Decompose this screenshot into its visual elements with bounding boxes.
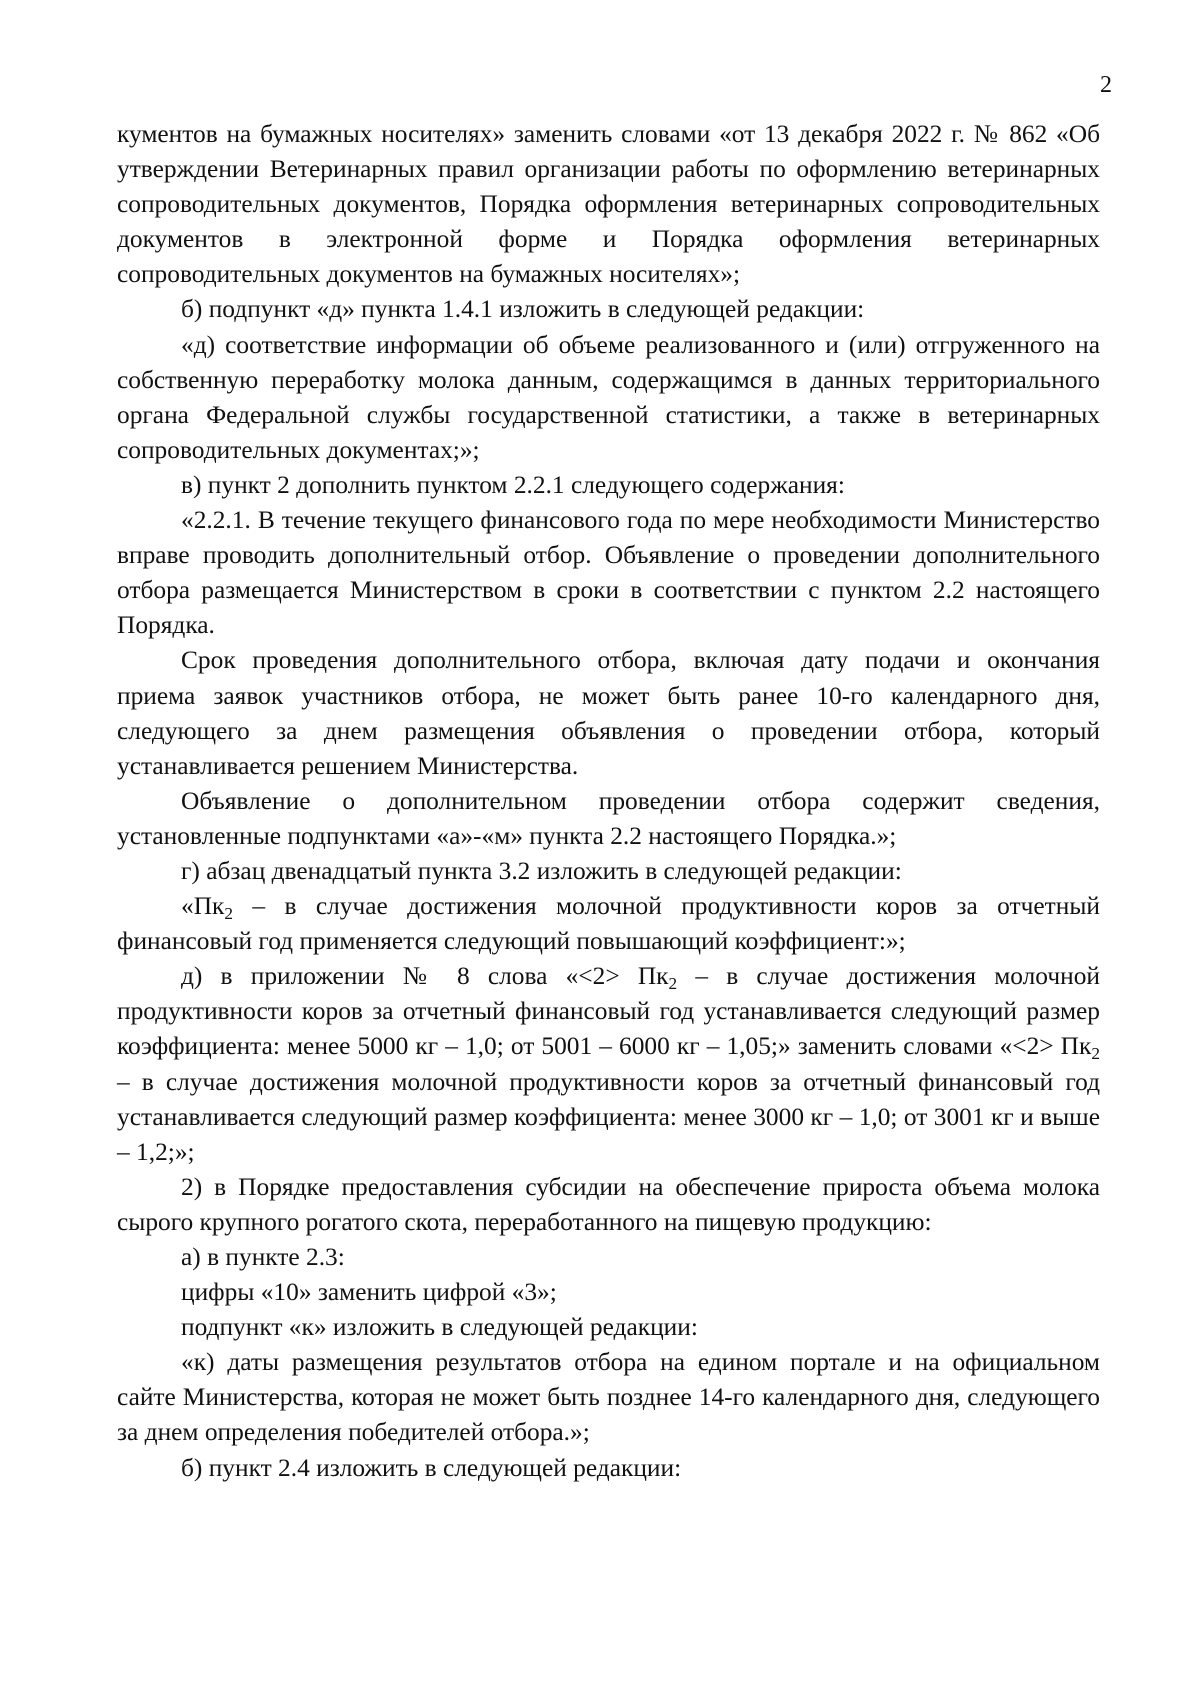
document-body — [117, 117, 1100, 1486]
paragraph-d-text: «д) соответствие информации об объеме реализованного и (или) отгруженного на собственную переработку молока данным, содержащимся в данных территориального органа Федеральной службы государственной статистики, а также в ветеринарных сопроводительных документах;»; — [117, 330, 1100, 464]
text-run: – в случае достижения молочной продуктивности коров за отчетный финансовый год устанавливается следующий размер коэффициента: менее 5000 кг – 1,0; от 5001 – 6000 кг – 1,05;» заменить словами «<2> Пк — [117, 962, 1100, 1061]
text-run: «Пк — [181, 892, 225, 921]
paragraph-b-amendment: б) подпункт «д» пункта 1.4.1 изложить в следующей редакции: — [181, 295, 865, 324]
paragraph-selection-term: Срок проведения дополнительного отбора, включая дату подачи и окончания приема заявок участников отбора, не может быть ранее 10-го календарного дня, следующего за днем размещения объявления о проведении отбора, который устанавливается решением Министерства. — [117, 646, 1100, 780]
paragraph-k-amendment: подпункт «к» изложить в следующей редакции: — [181, 1313, 698, 1342]
paragraph-g-amendment: г) абзац двенадцатый пункта 3.2 изложить в следующей редакции: — [181, 856, 902, 885]
paragraph-k-text: «к) даты размещения результатов отбора на едином портале и на официальном сайте Министерства, которая не может быть позднее 14-го календарного дня, следующего за днем определения победителей отбора.»; — [117, 1348, 1100, 1447]
paragraph-v-amendment: в) пункт 2 дополнить пунктом 2.2.1 следующего содержания: — [181, 470, 845, 499]
paragraph-digits-replace: цифры «10» заменить цифрой «3»; — [181, 1278, 557, 1307]
text-run: – в случае достижения молочной продуктивности коров за отчетный финансовый год применяется следующий повышающий коэффициент:»; — [117, 892, 1100, 956]
paragraph-b-2-4: б) пункт 2.4 изложить в следующей редакции: — [181, 1453, 682, 1482]
paragraph-2-procedure: 2) в Порядке предоставления субсидии на обеспечение прироста объема молока сырого крупного рогатого скота, переработанного на пищевую продукцию: — [117, 1172, 1100, 1236]
page-number: 2 — [1100, 72, 1112, 98]
paragraph-pk2-definition — [117, 889, 1100, 959]
subscript: 2 — [224, 903, 234, 923]
paragraph-continuation: кументов на бумажных носителях» заменить словами «от 13 декабря 2022 г. № 862 «Об утверждении Ветеринарных правил организации работы по оформлению ветеринарных сопроводительных документов, Порядка оформления ветеринарных сопроводительных документов в электронной форме и Порядка оформления ветеринарных сопроводительных документов на бумажных носителях»; — [117, 120, 1100, 289]
text-run: д) в приложении № 8 слова «<2> Пк — [181, 962, 669, 991]
paragraph-announcement: Объявление о дополнительном проведении отбора содержит сведения, установленные подпунктами «а»-«м» пункта 2.2 настоящего Порядка.»; — [117, 786, 1100, 850]
paragraph-a-2-3: а) в пункте 2.3: — [181, 1243, 345, 1271]
paragraph-d-appendix — [117, 959, 1100, 1170]
subscript: 2 — [668, 974, 678, 994]
subscript: 2 — [1091, 1044, 1100, 1064]
paragraph-2-2-1: «2.2.1. В течение текущего финансового года по мере необходимости Министерство вправе проводить дополнительный отбор. Объявление о проведении дополнительного отбора размещается Министерством в сроки в соответствии с пунктом 2.2 настоящего Порядка. — [117, 506, 1100, 640]
text-run: – в случае достижения молочной продуктивности коров за отчетный финансовый год устанавливается следующий размер коэффициента: менее 3000 кг – 1,0; от 3001 кг и выше – 1,2;»; — [117, 1067, 1100, 1166]
